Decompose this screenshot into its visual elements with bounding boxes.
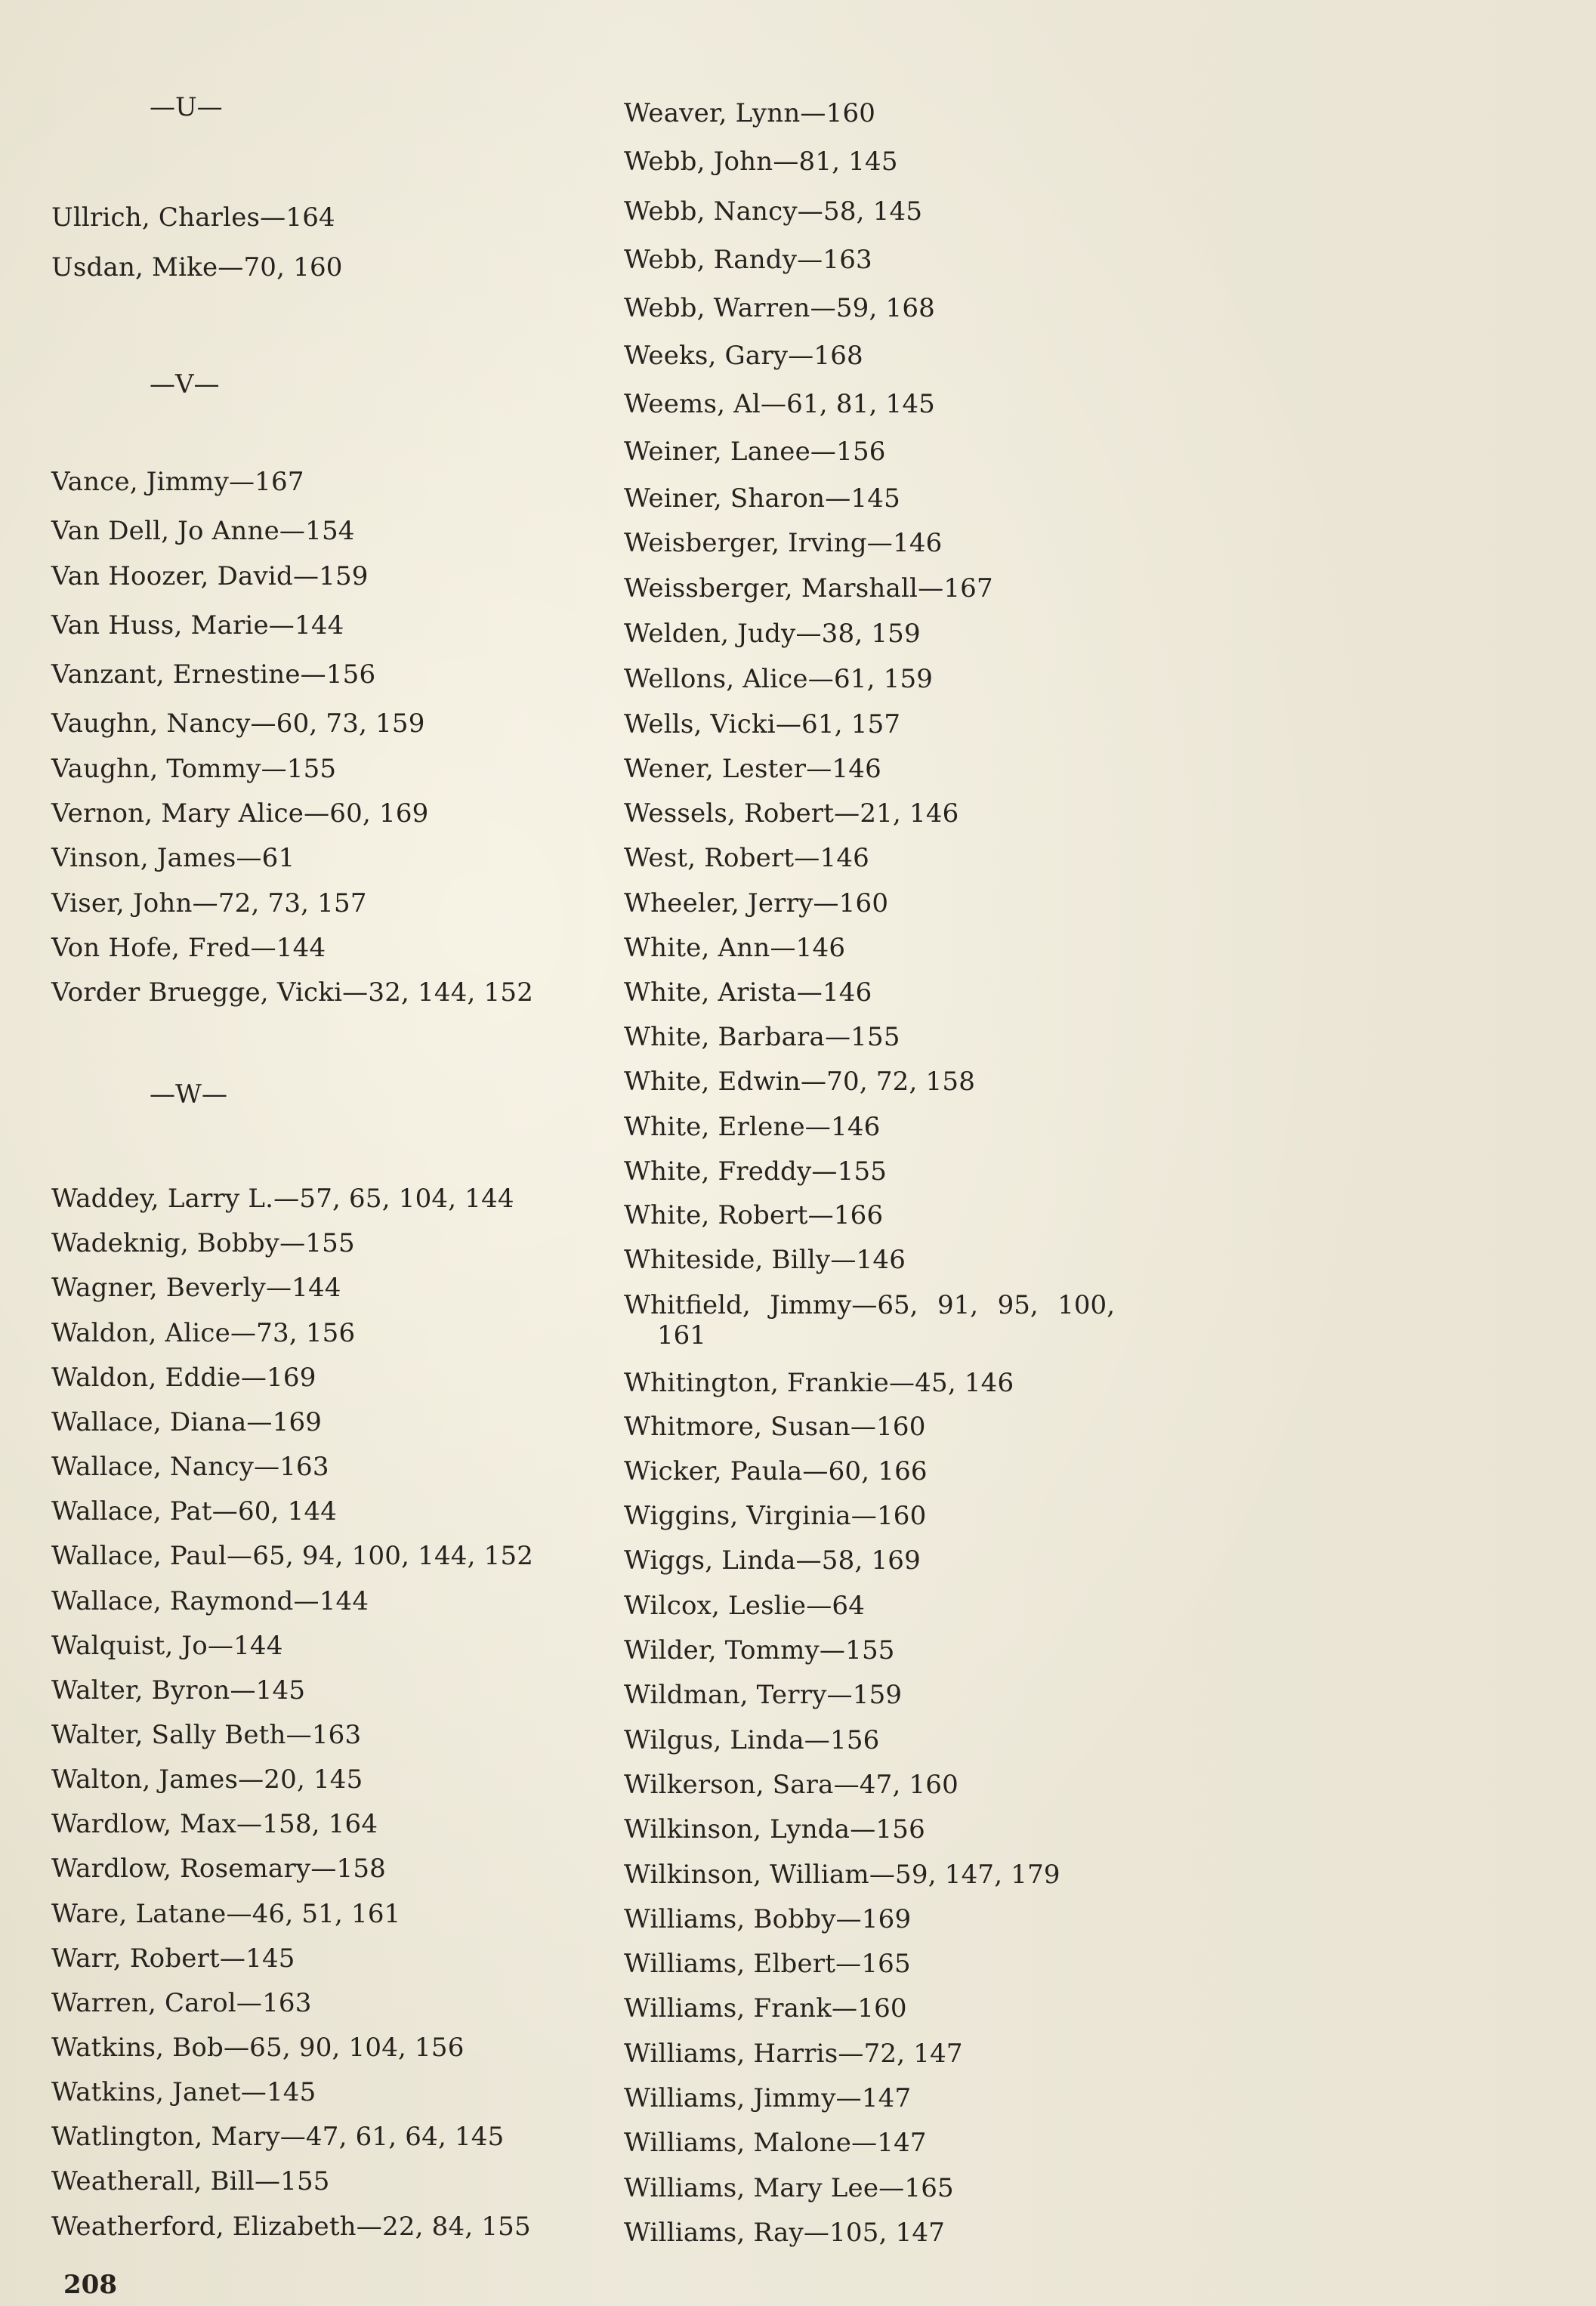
index-entry: Waldon, Eddie—169	[51, 1363, 316, 1393]
index-entry: White, Erlene—146	[624, 1112, 881, 1142]
index-entry: Watkins, Bob—65, 90, 104, 156	[51, 2033, 465, 2063]
index-entry: Watkins, Janet—145	[51, 2077, 316, 2107]
index-entry: Van Hoozer, David—159	[51, 561, 369, 591]
index-entry: White, Edwin—70, 72, 158	[624, 1067, 976, 1097]
index-entry	[624, 1290, 1115, 1351]
index-entry: Vanzant, Ernestine—156	[51, 659, 376, 690]
index-entry: Welden, Judy—38, 159	[624, 619, 921, 649]
index-entry: Warren, Carol—163	[51, 1988, 312, 2018]
index-entry: Wilkerson, Sara—47, 160	[624, 1770, 959, 1800]
index-entry: Weisberger, Irving—146	[624, 528, 943, 558]
index-entry: Ullrich, Charles—164	[51, 202, 335, 233]
index-entry: Wallace, Nancy—163	[51, 1452, 329, 1482]
index-entry: Williams, Jimmy—147	[624, 2083, 912, 2113]
index-entry: Wells, Vicki—61, 157	[624, 709, 901, 739]
index-entry: White, Barbara—155	[624, 1022, 900, 1052]
index-entry: Wheeler, Jerry—160	[624, 888, 889, 918]
index-entry: Vinson, James—61	[51, 843, 295, 873]
index-entry: Vaughn, Nancy—60, 73, 159	[51, 708, 425, 739]
index-entry: Warr, Robert—145	[51, 1943, 295, 1974]
index-entry: Whitmore, Susan—160	[624, 1412, 926, 1442]
index-entry: Weems, Al—61, 81, 145	[624, 389, 936, 419]
index-entry: White, Freddy—155	[624, 1156, 888, 1187]
index-entry: Vorder Bruegge, Vicki—32, 144, 152	[51, 977, 534, 1008]
index-entry: White, Arista—146	[624, 977, 872, 1008]
index-entry: Whiteside, Billy—146	[624, 1245, 906, 1275]
index-entry: Wilgus, Linda—156	[624, 1725, 880, 1755]
index-entry: Wadeknig, Bobby—155	[51, 1228, 355, 1258]
index-entry: Williams, Harris—72, 147	[624, 2039, 963, 2069]
index-entry: Wessels, Robert—21, 146	[624, 798, 959, 829]
index-entry: Wallace, Raymond—144	[51, 1586, 369, 1616]
letter-heading: —W—	[150, 1079, 227, 1110]
index-entry: Wicker, Paula—60, 166	[624, 1456, 928, 1486]
index-entry: Webb, Nancy—58, 145	[624, 196, 923, 227]
index-entry: Weeks, Gary—168	[624, 341, 863, 371]
index-entry: Wardlow, Rosemary—158	[51, 1854, 387, 1884]
index-entry: Waddey, Larry L.—57, 65, 104, 144	[51, 1184, 514, 1214]
index-entry: White, Robert—166	[624, 1200, 884, 1230]
index-entry: Walter, Byron—145	[51, 1675, 306, 1706]
index-entry: Van Huss, Marie—144	[51, 610, 344, 641]
index-entry-line-1: Whitfield, Jimmy—65, 91, 95, 100,	[624, 1290, 1115, 1320]
index-entry: Walquist, Jo—144	[51, 1631, 283, 1661]
index-entry: Wallace, Diana—169	[51, 1407, 323, 1437]
index-entry: Wener, Lester—146	[624, 754, 881, 784]
index-entry: Watlington, Mary—47, 61, 64, 145	[51, 2122, 505, 2152]
index-entry: Webb, John—81, 145	[624, 147, 898, 177]
index-entry: Weissberger, Marshall—167	[624, 573, 993, 604]
index-entry: Wagner, Beverly—144	[51, 1273, 341, 1303]
index-entry: Wildman, Terry—159	[624, 1680, 903, 1710]
index-entry: Wiggins, Virginia—160	[624, 1501, 927, 1531]
index-entry: Ware, Latane—46, 51, 161	[51, 1899, 401, 1929]
index-entry: Von Hofe, Fred—144	[51, 933, 326, 963]
index-entry: Webb, Warren—59, 168	[624, 293, 935, 323]
letter-heading: —V—	[150, 369, 220, 400]
index-entry: Van Dell, Jo Anne—154	[51, 516, 355, 546]
index-entry: Wardlow, Max—158, 164	[51, 1809, 378, 1839]
index-entry: Weiner, Sharon—145	[624, 483, 900, 514]
index-entry: West, Robert—146	[624, 843, 869, 873]
index-entry: Waldon, Alice—73, 156	[51, 1318, 356, 1348]
index-entry: Walter, Sally Beth—163	[51, 1720, 362, 1750]
index-entry: Weatherford, Elizabeth—22, 84, 155	[51, 2212, 531, 2242]
index-entry: Wilder, Tommy—155	[624, 1635, 895, 1665]
index-entry: Vernon, Mary Alice—60, 169	[51, 798, 429, 829]
index-entry: Webb, Randy—163	[624, 245, 872, 275]
index-entry: Wilkinson, Lynda—156	[624, 1814, 925, 1844]
index-entry: Wallace, Pat—60, 144	[51, 1496, 338, 1527]
index-entry: Williams, Ray—105, 147	[624, 2218, 946, 2248]
index-entry-line-2: 161	[657, 1320, 706, 1351]
index-entry: Weaver, Lynn—160	[624, 98, 876, 128]
index-entry: Williams, Bobby—169	[624, 1904, 912, 1934]
index-entry: Usdan, Mike—70, 160	[51, 252, 343, 282]
letter-heading: —U—	[150, 92, 223, 122]
index-entry: Wiggs, Linda—58, 169	[624, 1545, 921, 1576]
index-entry: White, Ann—146	[624, 933, 846, 963]
index-entry: Wilkinson, William—59, 147, 179	[624, 1860, 1060, 1890]
index-entry: Williams, Malone—147	[624, 2128, 927, 2158]
index-entry: Vance, Jimmy—167	[51, 467, 304, 497]
index-entry: Viser, John—72, 73, 157	[51, 888, 367, 918]
index-entry: Vaughn, Tommy—155	[51, 754, 337, 784]
index-entry: Weiner, Lanee—156	[624, 437, 886, 467]
index-entry: Wallace, Paul—65, 94, 100, 144, 152	[51, 1541, 534, 1571]
index-entry: Williams, Frank—160	[624, 1993, 907, 2024]
index-entry: Williams, Mary Lee—165	[624, 2173, 954, 2203]
index-entry: Wellons, Alice—61, 159	[624, 664, 934, 694]
index-entry: Weatherall, Bill—155	[51, 2166, 330, 2196]
index-entry: Walton, James—20, 145	[51, 1764, 363, 1795]
index-entry: Williams, Elbert—165	[624, 1949, 911, 1979]
index-entry: Whitington, Frankie—45, 146	[624, 1368, 1014, 1398]
page-number: 208	[63, 2270, 117, 2300]
index-entry: Wilcox, Leslie—64	[624, 1591, 866, 1621]
